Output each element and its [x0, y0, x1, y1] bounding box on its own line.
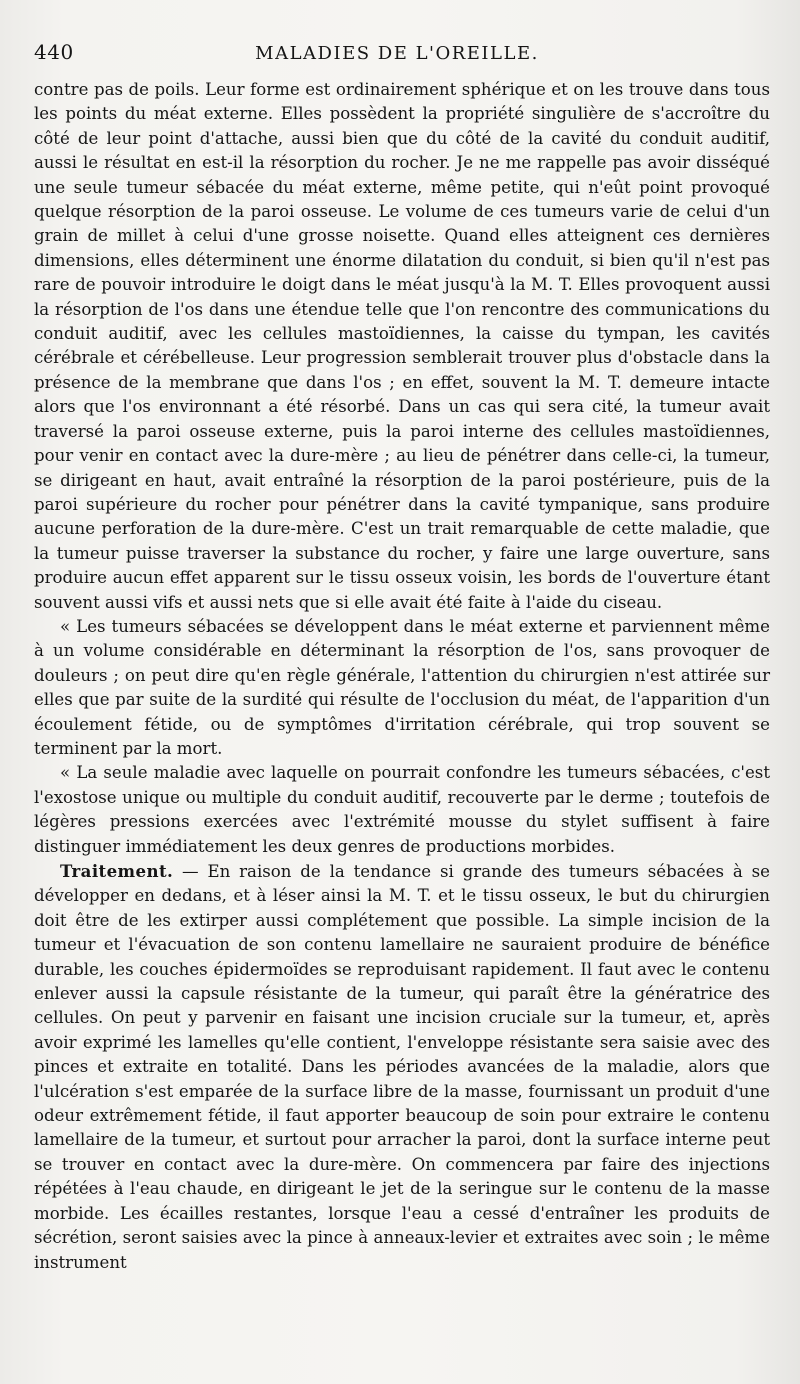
page-number: 440	[34, 40, 74, 64]
treatment-heading: Traitement.	[60, 861, 174, 881]
paragraph-sebaceous-tumor-growth	[34, 78, 770, 615]
body-text	[34, 78, 770, 1275]
paragraph-text: « Les tumeurs sébacées se développent dans le méat externe et parviennent même à un volume considérable en déterminant la résorption de l'os, sans provoquer de douleurs ; on peut dire qu'en règle générale, l'attention du chirurgien n'est attirée sur elles que par suite de la surdité qui résulte de l'occlusion du méat, de l'apparition d'un écoulement fétide, ou de symptômes d'irritation cérébrale, qui trop souvent se terminent par la mort.	[34, 616, 770, 758]
paragraph-text: contre pas de poils. Leur forme est ordinairement sphérique et on les trouve dans tous les points du méat externe. Elles possèdent la propriété singulière de s'accroître du côté de leur point d'attache, aussi bien que du côté de la cavité du conduit auditif, aussi le résultat en est-il la résorption du rocher. Je ne me rappelle pas avoir disséqué une seule tumeur sébacée du méat externe, même petite, qui n'eût point provoqué quelque résorption de la paroi osseuse. Le volume de ces tumeurs varie de celui d'un grain de millet à celui d'une grosse noisette. Quand elles atteignent ces dernières dimensions, elles déterminent une énorme dilatation du conduit, si bien qu'il n'est pas rare de pouvoir introduire le doigt dans le méat jusqu'à la M. T. Elles provoquent aussi la résorption de l'os dans une étendue telle que l'on rencontre des communications du conduit auditif, avec les cellules mastoïdiennes, la caisse du tympan, les cavités cérébrale et cérébelleuse. Leur progression semblerait trouver plus d'obstacle dans la présence de la membrane que dans l'os ; en effet, souvent la M. T. demeure intacte alors que l'os environnant a été résorbé. Dans un cas qui sera cité, la tumeur avait traversé la paroi osseuse externe, puis la paroi interne des cellules mastoïdiennes, pour venir en contact avec la dure-mère ; au lieu de pénétrer dans celle-ci, la tumeur, se dirigeant en haut, avait entraîné la résorption de la paroi postérieure, puis de la paroi supérieure du rocher pour pénétrer dans la cavité tympanique, sans produire aucune perforation de la dure-mère. C'est un trait remarquable de cette maladie, que la tumeur puisse traverser la substance du rocher, y faire une large ouverture, sans produire aucun effet apparent sur le tissu osseux voisin, les bords de l'ouverture étant souvent aussi vifs et aussi nets que si elle avait été faite à l'aide du ciseau.	[34, 80, 770, 612]
paragraph-quote-differential-diagnosis	[34, 761, 770, 859]
page-header	[34, 40, 770, 78]
paragraph-text: « La seule maladie avec laquelle on pourrait confondre les tumeurs sébacées, c'est l'exostose unique ou multiple du conduit auditif, recouverte par le derme ; toutefois de légères pressions exercées avec l'extrémité mousse du stylet suffisent à faire distinguer immédiatement les deux genres de productions morbides.	[34, 763, 770, 856]
paragraph-treatment	[34, 859, 770, 1275]
running-title: MALADIES DE L'OREILLE.	[255, 43, 539, 64]
paragraph-quote-development	[34, 615, 770, 761]
paragraph-text: — En raison de la tendance si grande des tumeurs sébacées à se développer en dedans, et à léser ainsi la M. T. et le tissu osseux, le but du chirurgien doit être de les extirper aussi complétement que possible. La simple incision de la tumeur et l'évacuation de son contenu lamellaire ne sauraient produire de bénéfice durable, les couches épidermoïdes se reproduisant rapidement. Il faut avec le contenu enlever aussi la capsule résistante de la tumeur, qui paraît être la génératrice des cellules. On peut y parvenir en faisant une incision cruciale sur la tumeur, et, après avoir exprimé les lamelles qu'elle contient, l'enveloppe résistante sera saisie avec des pinces et extraite en totalité. Dans les périodes avancées de la maladie, alors que l'ulcération s'est emparée de la surface libre de la masse, fournissant un produit d'une odeur extrêmement fétide, il faut apporter beaucoup de soin pour extraire le contenu lamellaire de la tumeur, et surtout pour arracher la paroi, dont la surface interne peut se trouver en contact avec la dure-mère. On commencera par faire des injections répétées à l'eau chaude, en dirigeant le jet de la seringue sur le contenu de la masse morbide. Les écailles restantes, lorsque l'eau a cessé d'entraîner les produits de sécrétion, seront saisies avec la pince à anneaux-levier et extraites avec soin ; le même instrument	[34, 862, 770, 1272]
